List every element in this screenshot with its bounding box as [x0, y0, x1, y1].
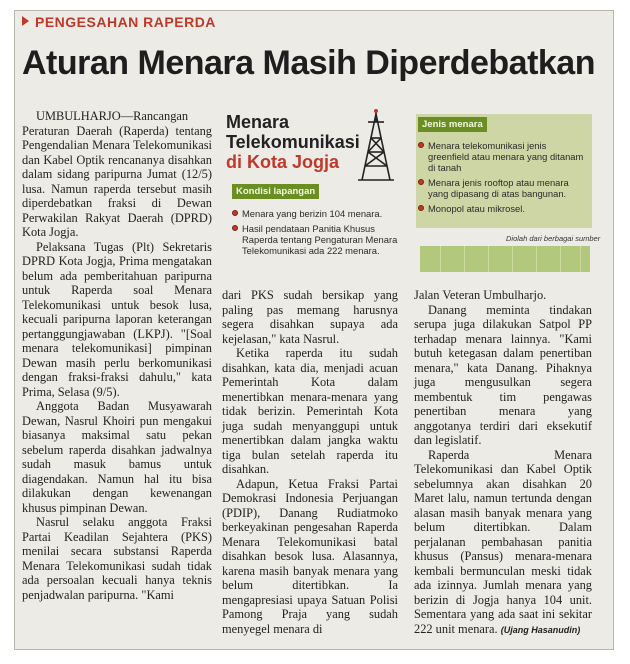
list-item-text: Monopol atau mikrosel. — [428, 203, 525, 214]
paragraph: Nasrul selaku anggota Fraksi Partai Keadilan Sejahtera (PKS) menilai secara substansi Raperda Menara Telekomunikasi sudah tidak ada persoalan kecuali hanya teknis penjadwalan paripurna. "Kami — [22, 515, 212, 602]
list-item-text: Menara yang berizin 104 menara. — [242, 208, 383, 219]
list-item-text: Hasil pendataan Panitia Khusus Raperda tentang Pengaturan Menara Telekomunikasi ada 222 menara. — [242, 223, 398, 256]
bullet-icon — [418, 205, 424, 211]
list-item — [418, 140, 590, 173]
kondisi-label: Kondisi lapangan — [232, 184, 319, 199]
paragraph: Pelaksana Tugas (Plt) Sekretaris DPRD Kota Jogja, Prima mengatakan belum ada pemberitahuan paripurna untuk Raperda soal Menara Telekomunikasi untuk besok lusa, kecuali paripurna laporan keterangan pertanggungjawaban (LKPJ). "[Soal menara telekomunikasi] pimpinan Dewan masih perlu berkomunikasi dengan fraksi-fraksi dahulu," kata Prima, Selasa (9/5). — [22, 239, 212, 399]
list-item — [418, 203, 590, 214]
bullet-icon — [232, 210, 238, 216]
list-item — [232, 223, 408, 256]
bullet-icon — [232, 225, 238, 231]
bullet-icon — [418, 142, 424, 148]
list-item-text: Menara telekomunikasi jenis greenfield atau menara yang ditanam di tanah — [428, 140, 584, 173]
rubric-text: PENGESAHAN RAPERDA — [35, 14, 216, 30]
paragraph: Adapun, Ketua Fraksi Partai Demokrasi Indonesia Perjuangan (PDIP), Danang Rudiatmoko berkeyakinan pengesahan Raperda Menara Telekomunikasi batal disahkan besok lusa. Alasannya, karena masih banyak menara yang belum ditertibkan. Ia mengapresiasi upaya Satuan Polisi Pamong Praja yang sudah menyegel menara di — [222, 476, 398, 636]
paragraph: dari PKS sudah bersikap yang paling pas memang harusnya segera disahkan supaya ada kejelasan," kata Nasrul. — [222, 288, 398, 346]
paragraph-text: Raperda Menara Telekomunikasi dan Kabel Optik sebelumnya akan disahkan 20 Maret lalu, namun tertunda dengan alasan masih banyak menara yang belum ditertibkan. Dalam perjalanan pembahasan panitia khusus (Pansus) menara-menara kembali bermunculan meski tidak ada izinnya. Jumlah menara yang berizin di Jogja hanya 104 unit. Sementara yang ada saat ini sekitar 222 unit menara. — [414, 447, 592, 636]
article-column-2 — [222, 288, 398, 636]
byline: (Ujang Hasanudin) — [500, 624, 581, 635]
infobox-title — [226, 112, 360, 172]
paragraph: Ketika raperda itu sudah disahkan, kata dia, menjadi acuan Pemerintah Kota dalam menertibkan menara-menara yang tidak berizin. Pemerintah Kota juga sudah menyanggupi untuk menertibkan dalam jangka waktu tiga bulan setelah raperda itu disahkan. — [222, 346, 398, 476]
list-item — [232, 208, 408, 219]
headline: Aturan Menara Masih Diperdebatkan — [22, 44, 595, 82]
list-item — [418, 177, 590, 199]
infobox-title-line: Telekomunikasi — [226, 132, 360, 152]
bullet-icon — [418, 179, 424, 185]
decorative-green-bar — [420, 246, 590, 272]
source-note: Diolah dari berbagai sumber — [506, 234, 601, 243]
section-rubric — [22, 14, 216, 30]
article-column-3 — [414, 288, 592, 637]
infobox-title-line: Menara — [226, 112, 290, 132]
article-column-1 — [22, 109, 212, 602]
kondisi-list — [232, 208, 408, 260]
paragraph: Anggota Badan Musyawarah Dewan, Nasrul Khoiri pun mengakui biasanya maksimal satu pekan sebelum raperda disahkan jadwalnya sudah masuk bamus untuk diagendakan. Namun hal itu bisa dilakukan dengan kewenangan khusus pimpinan Dewan. — [22, 399, 212, 515]
list-item-text: Menara jenis rooftop atau menara yang dipasang di atas bangunan. — [428, 177, 569, 199]
paragraph: UMBULHARJO—Rancangan Peraturan Daerah (Raperda) tentang Pengendalian Menara Telekomunikasi dan Kabel Optik rencananya disahkan dalam sidang paripurna Jumat (12/5) lusa. Namun raperda tersebut masih diperdebatkan fraksi di Dewan Perwakilan Rakyat Daerah (DPRD) Kota Jogja. — [22, 109, 212, 239]
jenis-label: Jenis menara — [418, 117, 487, 132]
rubric-arrow-icon — [22, 16, 29, 26]
transmission-tower-icon — [352, 108, 400, 184]
paragraph — [414, 448, 592, 638]
infobox-title-line: di Kota Jogja — [226, 152, 340, 172]
paragraph: Danang meminta tindakan serupa juga dilakukan Satpol PP terhadap menara lainnya. "Kami butuh ketegasan dalam penertiban menara," kata Danang. Pihaknya juga mengusulkan segera membentuk tim pengawas penertiban menara yang anggotanya terdiri dari eksekutif dan legislatif. — [414, 302, 592, 447]
paragraph: Jalan Veteran Umbulharjo. — [414, 288, 547, 302]
jenis-list — [418, 140, 590, 218]
